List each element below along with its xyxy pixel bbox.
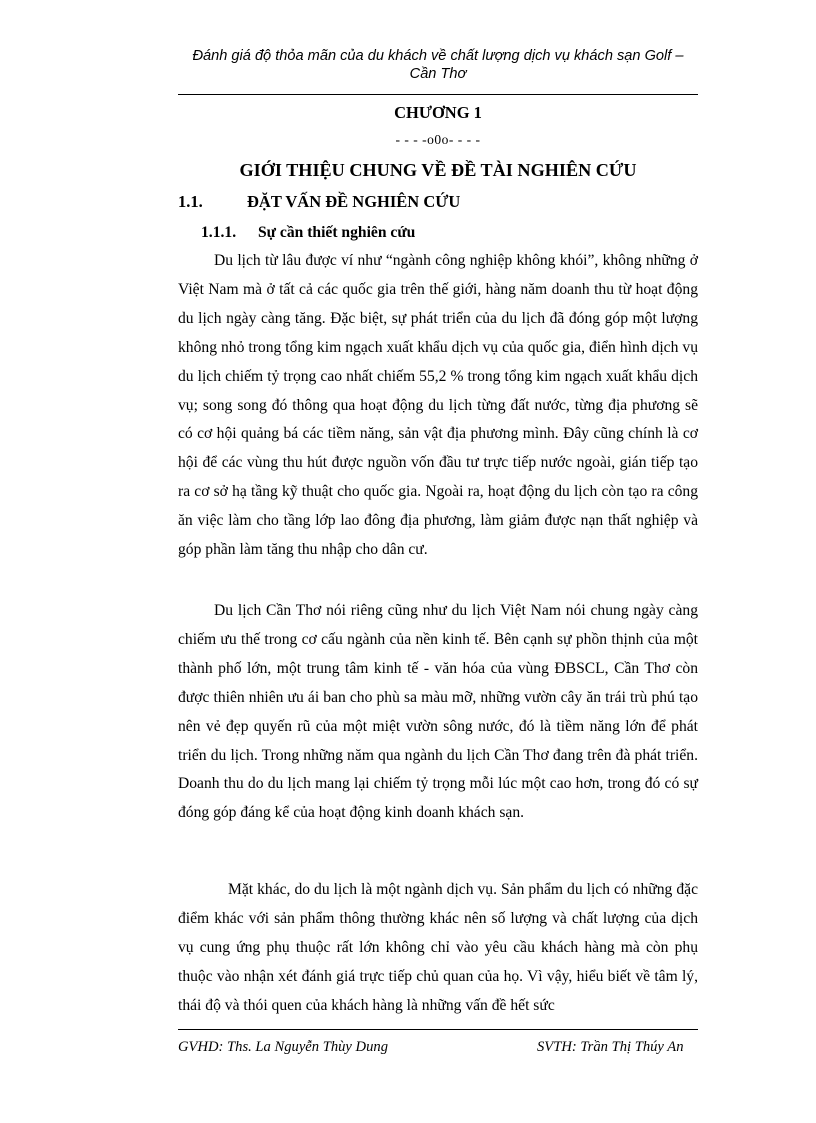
chapter-label: CHƯƠNG 1 [394, 103, 482, 122]
footer-supervisor: GVHD: Ths. La Nguyễn Thùy Dung [178, 1039, 388, 1055]
body-paragraph: Mặt khác, do du lịch là một ngành dịch vụ. Sản phẩm du lịch có những đặc điểm khác với sản phẩm thông thường khác nên số lượng và chất lượng của dịch vụ cung ứng phụ thuộc rất lớn không chỉ vào yêu cầu khách hàng mà còn phụ thuộc vào nhận xét đánh giá trực tiếp chủ quan của họ. Vì vậy, hiểu biết về tâm lý, thái độ và thói quen của khách hàng là những vấn đề hết sức [178, 881, 698, 1014]
body-paragraph: Du lịch từ lâu được ví như “ngành công nghiệp không khói”, không những ở Việt Nam mà ở tất cả các quốc gia trên thế giới, hàng năm doanh thu từ hoạt động du lịch ngày càng tăng. Đặc biệt, sự phát triển của du lịch đã đóng góp một lượng không nhỏ trong tổng kim ngạch xuất khẩu dịch vụ của quốc gia, điển hình dịch vụ du lịch chiếm tỷ trọng cao nhất chiếm 55,2 % trong tổng kim ngạch xuất khẩu dịch vụ; song song đó thông qua hoạt động du lịch từng đất nước, từng địa phương sẽ có cơ hội quảng bá các tiềm năng, sản vật địa phương mình. Đây cũng chính là cơ hội để các vùng thu hút được nguồn vốn đầu tư trực tiếp nước ngoài, gián tiếp tạo ra cơ sở hạ tầng kỹ thuật cho quốc gia. Ngoài ra, hoạt động du lịch còn tạo ra công ăn việc làm cho tầng lớp lao đông địa phương, làm giảm được nạn thất nghiệp và góp phần làm tăng thu nhập cho dân cư. [178, 252, 698, 559]
subsection-title: Sự cần thiết nghiên cứu [258, 224, 416, 241]
header-rule [178, 94, 698, 95]
section-title: ĐẶT VẤN ĐỀ NGHIÊN CỨU [247, 192, 461, 211]
section-heading [178, 192, 460, 212]
subsection-heading [201, 224, 415, 242]
subsection-number: 1.1.1. [201, 224, 237, 241]
running-header: Đánh giá độ thỏa mãn của du khách về chất lượng dịch vụ khách sạn Golf – Cần Thơ [192, 48, 684, 82]
footer-rule [178, 1029, 698, 1030]
footer-student: SVTH: Trần Thị Thúy An [537, 1039, 684, 1055]
chapter-ornament: - - - -o0o- - - - [395, 132, 481, 147]
section-number: 1.1. [178, 192, 203, 211]
chapter-title: GIỚI THIỆU CHUNG VỀ ĐỀ TÀI NGHIÊN CỨU [239, 160, 637, 180]
body-paragraph: Du lịch Cần Thơ nói riêng cũng như du lịch Việt Nam nói chung ngày càng chiếm ưu thế trong cơ cấu ngành của nền kinh tế. Bên cạnh sự phồn thịnh của một thành phố lớn, một trung tâm kinh tế - văn hóa của vùng ĐBSCL, Cần Thơ còn được thiên nhiên ưu ái ban cho phù sa màu mỡ, những vườn cây ăn trái trù phú tạo nên vẻ đẹp quyến rũ của một miệt vườn sông nước, đó là tiềm năng lớn để phát triển du lịch. Trong những năm qua ngành du lịch Cần Thơ đang trên đà phát triển. Doanh thu do du lịch mang lại chiếm tỷ trọng mỗi lúc một cao hơn, trong đó có sự đóng góp đáng kể của hoạt động kinh doanh khách sạn. [178, 602, 698, 822]
